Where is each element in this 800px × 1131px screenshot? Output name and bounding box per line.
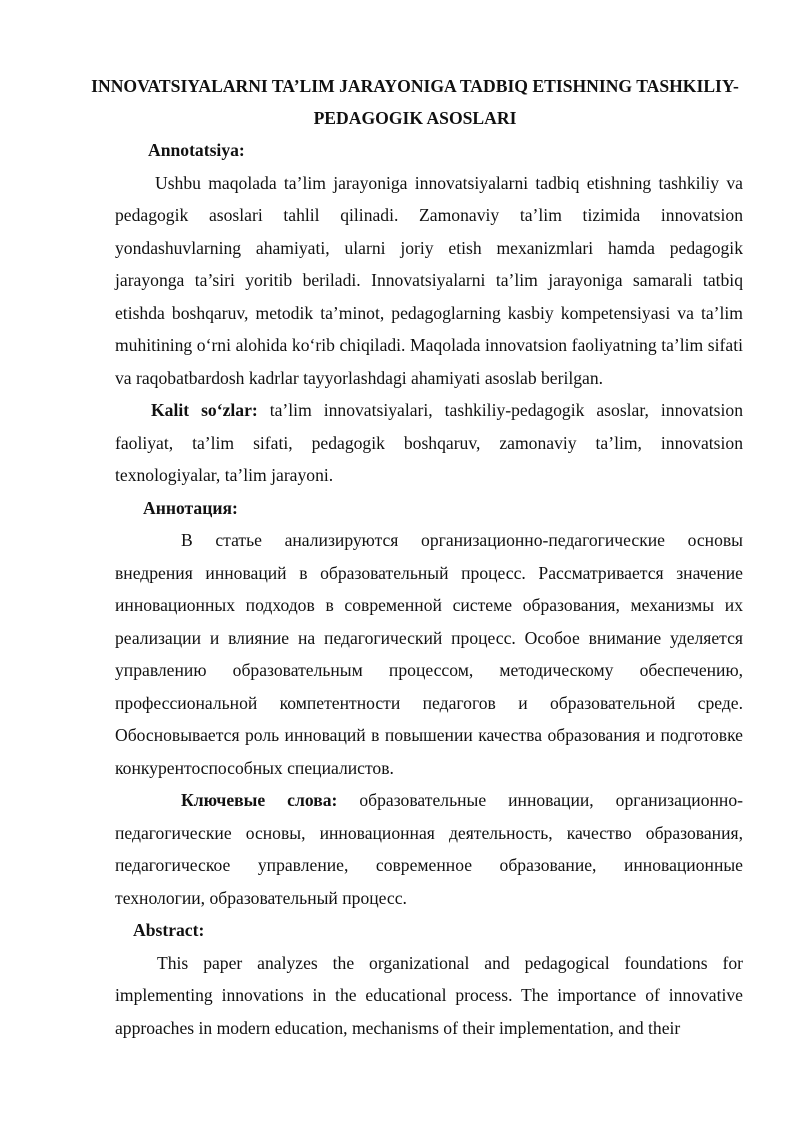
russian-keywords (115, 784, 743, 914)
russian-annotation-text: В статье анализируются организационно-педагогические основы внедрения инноваций в образовательный процесс. Рассматривается значение инновационных подходов в современной системе образования, механизмы их реализации и влияние на педагогический процесс. Особое внимание уделяется управлению образовательным процессом, методическому обеспечению, профессиональной компетентности педагогов и образовательной среде. Обосновывается роль инноваций в повышении качества образования и подготовке конкурентоспособных специалистов. (115, 530, 743, 778)
uzbek-keywords-text: ta’lim innovatsiyalari, tashkiliy-pedagogik asoslar, innovatsion faoliyat, ta’lim sifati, pedagogik boshqaruv, zamonaviy ta’lim, innovatsion texnologiyalar, ta’lim jarayoni. (115, 400, 743, 485)
russian-keywords-text: образовательные инновации, организационно-педагогические основы, инновационная деятельность, качество образования, педагогическое управление, современное образование, инновационные технологии, образовательный процесс. (115, 790, 743, 908)
uzbek-annotation-heading: Annotatsiya: (148, 140, 245, 160)
uzbek-annotation-text: Ushbu maqolada ta’lim jarayoniga innovatsiyalarni tadbiq etishning tashkiliy va pedagogik asoslari tahlil qilinadi. Zamonaviy ta’lim tizimida innovatsion yondashuvlarning ahamiyati, ularni joriy etish mexanizmlari hamda pedagogik jarayonga ta’siri yoritib beriladi. Innovatsiyalarni ta’lim jarayoniga samarali tatbiq etishda boshqaruv, metodik ta’minot, pedagoglarning kasbiy kompetensiyasi va ta’lim muhitining o‘rni alohida ko‘rib chiqiladi. Maqolada innovatsion faoliyatning ta’lim sifati va raqobatbardosh kadrlar tayyorlashdagi ahamiyati asoslab berilgan. (115, 172, 743, 388)
russian-annotation-heading: Аннотация: (143, 497, 238, 518)
english-abstract-heading: Abstract: (133, 920, 205, 940)
english-abstract-text: This paper analyzes the organizational and pedagogical foundations for implementing innovations in the educational process. The importance of innovative approaches in modern education, mechanisms of their implementation, and their (115, 952, 743, 1038)
paper-title: INNOVATSIYALARNI TA’LIM JARAYONIGA TADBIQ ETISHNING TASHKILIY-PEDAGOGIK ASOSLARI (91, 76, 739, 128)
russian-keywords-label: Ключевые слова: (181, 790, 338, 810)
uzbek-keywords-label: Kalit so‘zlar: (151, 400, 258, 420)
uzbek-keywords (115, 394, 743, 492)
